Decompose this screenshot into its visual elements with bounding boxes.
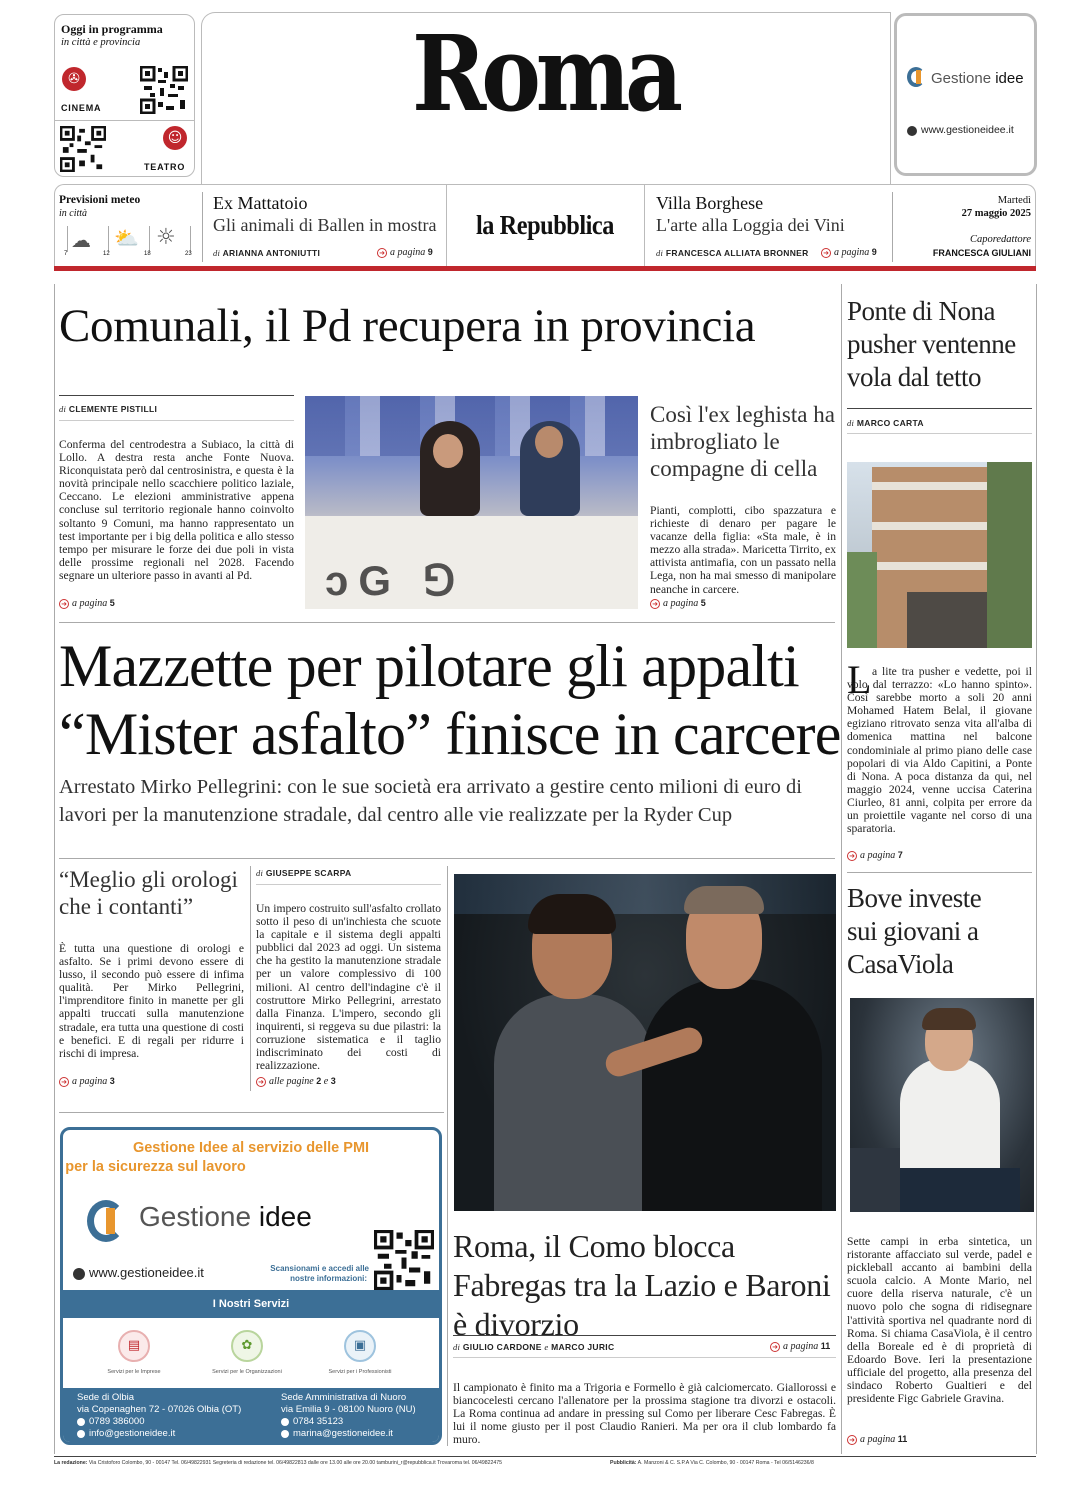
top-ad-brand [931,70,1024,87]
sport-by: di [453,1342,461,1352]
footer-right-label: Pubblicità: [610,1460,637,1466]
masthead-title: Roma [412,12,678,135]
bove-page-pre: a pagina [860,1434,896,1445]
right-column-divider [841,284,842,1454]
pusher-page-ref[interactable] [847,850,903,861]
cinema-qr-code[interactable] [140,66,188,114]
top-ad-box[interactable] [894,13,1037,176]
bove-page: 11 [897,1434,908,1444]
box1-page-ref[interactable] [377,247,433,258]
teatro-label[interactable]: TEATRO [144,162,186,172]
arrow-icon: ➜ [821,248,831,258]
lead-page-ref[interactable] [59,598,115,609]
sport-body: Il campionato è finito ma a Trigoria e Formello è già calciomercato. Giallorossi e biancocelesti cercano l'allenatore per la prossima stagione tra divorzi e ostacoli. La Roma continua ad andare in pressing sul Como per liberare Cesc Fabregas. È lui il nome giusto per il post Claudio Ranieri. Ma per ora il club lombardo fa muro. [453,1381,836,1447]
sport-author1: GIULIO CARDONE [462,1342,542,1352]
arrow-icon: ➜ [650,599,660,609]
scarpa-page: 2 [316,1076,322,1086]
meteo-tick [67,226,68,252]
cinema-label[interactable]: CINEMA [61,103,102,113]
gestione-idee-logo-mark [916,70,921,84]
box2-page-ref[interactable] [821,247,877,258]
services-organizzazioni-icon[interactable]: ✿ [231,1330,263,1362]
bottom-ad-brand-b: idee [258,1201,312,1232]
nuoro-tel[interactable]: 0784 35123 [293,1416,344,1427]
gestione-idee-logo-mark [106,1208,115,1234]
lead-page: 5 [109,598,115,608]
pusher-author: MARCO CARTA [856,418,924,428]
box2-author: FRANCESCA ALLIATA BRONNER [665,248,809,258]
meteo-temp: 12 [103,251,110,257]
editor-role: Caporedattore [969,234,1031,245]
footer-right [610,1460,1036,1466]
bottom-ad-brand-a: Gestione [139,1201,252,1232]
meteo-tick [149,226,150,252]
programma-title: Oggi in programma [61,22,163,36]
olbia-title: Sede di Olbia [77,1392,135,1403]
main-summary: Arrestato Mirko Pellegrini: con le sue società era arrivato a gestire cento milioni di euro di lavori per la manutenzione stradale, dal centro alle vie realizzate per la Ryder Cup [59,776,802,826]
box1-page-pre: a pagina [390,247,426,258]
bove-body: Sette campi in erba sintetica, un ristorante affacciato sul verde, padel e pickleball accanto ai bambini della scuola calcio. A Monte Mario, nel cuore della riserva naturale, c'è un nuovo polo che sogna di ridisegnare l'attività sportiva nel quadrante nord di Roma. Si chiama CasaViola, è il centro della Boreale ed è di proprietà di Edoardo Bove. Ieri la presentazione ufficiale del progetto, alla presenza del sindaco Roberto Gualtieri e del presidente Figc Gabriele Gravina. [847,1235,1032,1406]
pusher-rule [847,408,1032,409]
web-icon [907,126,917,136]
scarpa-page-pre: alle pagine [269,1076,314,1087]
leghista-page: 5 [700,598,706,608]
pusher-headline[interactable]: Ponte di Nona pusher ventenne vola dal tetto [847,296,1016,392]
bottom-ad-services-title: I Nostri Servizi [63,1290,439,1318]
mail-icon [77,1430,85,1438]
lead-rule [59,395,294,396]
scarpa-page-ref[interactable] [256,1076,336,1087]
sport-rule [453,1357,836,1358]
programma-divider [55,120,194,121]
sport-author2: MARCO JURIC [551,1342,615,1352]
footer-left-text: Via Cristoforo Colombo, 90 - 00147 Tel. 06/49822931 Segreteria di redazione tel. 06/49822813 dalle ore 13.00 alle ore 20.00 tamburini_r@repubblica.it Trovaroma tel. 06/49822475 [88,1460,503,1466]
issue-date: 27 maggio 2025 [961,208,1031,219]
services-professionisti-icon[interactable]: ▣ [344,1330,376,1362]
lead-rule [59,420,294,421]
orologi-body: È tutta una questione di orologi e asfalto. Se i primi devono essere di lusso, il secondo può essere di infima qualità. Per Mirko Pellegrini, l'imprenditore finito in manette per gli appalti truccati sulla manutenzione stradale, era tutta una questione di costi e benefici. E di regali per ridurre i rischi di impresa. [59,942,244,1060]
sport-page-ref[interactable] [770,1341,830,1352]
service-label[interactable]: Servizi per le Organizzazioni [212,1369,282,1375]
box2-title[interactable]: Villa Borghese [656,193,764,213]
bottom-ad-headline-1: Gestione Idee al servizio delle PMI [132,1140,370,1156]
editor-name: FRANCESCA GIULIANI [932,248,1031,258]
scarpa-by: di [256,868,264,878]
pusher-byline [847,418,924,428]
lead-photo: ɔG ⅁ [305,396,638,609]
footer-rule [54,1456,1036,1457]
service-label[interactable]: Servizi per le Imprese [107,1369,161,1375]
arrow-icon: ➜ [59,1077,69,1087]
olbia-addr: via Copenaghen 72 - 07026 Olbia (OT) [77,1404,242,1415]
page-border-right [1036,284,1037,1454]
orologi-page: 3 [109,1076,115,1086]
pusher-page: 7 [897,850,903,860]
top-ad-brand-b: idee [995,70,1024,87]
box2-page: 9 [871,247,877,257]
section-rule [847,872,1032,873]
lead-page-pre: a pagina [72,598,108,609]
orologi-page-ref[interactable] [59,1076,115,1087]
meteo-title: Previsioni meteo [59,194,141,206]
lead-body: Conferma del centrodestra a Subiaco, la città di Lollo. A destra resta anche Fonte Nuova. Riconquistata però dal centrosinistra, e questa è la novità principale nello scacchiere politico laziale, Ceccano. Le elezioni amministrative appena concluse sul territorio regionale hanno coinvolto soltanto 9 Comuni, ma hanno rappresentato un test importante per i big della politica e allo stesso tempo per misurare le forze dei due poli in vista delle prossime regionali nel 2028. Facendo segnare un ulteriore passo in avanti al Pd. [59,438,294,582]
nuoro-title: Sede Amministrativa di Nuoro [281,1392,407,1403]
leghista-page-pre: a pagina [663,598,699,609]
pusher-page-pre: a pagina [860,850,896,861]
mail-icon [281,1430,289,1438]
main-headline-1[interactable]: Mazzette per pilotare gli appalti [59,633,799,699]
leghista-headline[interactable]: Così l'ex leghista ha imbrogliato le compagne di cella [650,402,835,481]
orologi-headline[interactable]: “Meglio gli orologi che i contanti” [59,867,238,919]
leghista-body: Pianti, complotti, cibo spazzatura e richieste di denaro per pagare le vacanze della figlia: «Sta male, è in mezzo alla strada». Maricetta Tirrito, ex attivista antimafia, con un passato nella Lega, non ha mai smesso di manipolare neanche in carcere. [650,504,836,596]
scarpa-author: GIUSEPPE SCARPA [265,868,352,878]
box1-subtitle[interactable]: Gli animali di Ballen in mostra [213,215,437,235]
nuoro-addr: via Emilia 9 - 08100 Nuoro (NU) [281,1404,416,1415]
arrow-icon: ➜ [59,599,69,609]
meteo-temp: 18 [144,251,151,257]
box2-page-pre: a pagina [834,247,870,258]
footer-right-text: A. Manzoni & C. S.P.A Via C. Colombo, 90 - 00147 Roma - Tel 06/5146236/8 [637,1460,814,1466]
lead-by: di [59,404,67,414]
meteo-temp: 7 [64,251,68,257]
scarpa-rule [256,884,441,885]
arrow-icon: ➜ [770,1342,780,1352]
scarpa-body: Un impero costruito sull'asfalto crollato sotto il peso di un'inchiesta che scuote la capitale e il sistema degli appalti pubblici dal 2023 ad oggi. Un sistema che ha gestito la manutenzione stradale per un valore complessivo di 100 milioni. Al centro dell'indagine c'è il costruttore Mirko Pellegrini, arrestato dalla Finanza. L'impero, secondo gli inquirenti, si reggeva su due pilastri: la corruzione sistematica e il taglio indiscriminato dei costi di realizzazione. [256,902,441,1073]
programma-subtitle: in città e provincia [61,37,141,48]
meteo-tick [190,226,191,252]
box2-byline [656,248,809,258]
bottom-ad-site[interactable]: www.gestioneidee.it [89,1265,204,1280]
section-rule [59,858,835,859]
bottom-ad-brand [139,1201,312,1233]
bove-headline[interactable]: Bove investe sui giovani a CasaViola [847,883,982,979]
lead-byline [59,404,157,414]
web-icon [73,1268,85,1280]
footer-left-label: La redazione: [54,1460,88,1466]
box1-by: di [213,248,221,258]
rain-cloud-icon: ☁ [71,228,91,252]
olbia-tel[interactable]: 0789 386000 [89,1416,145,1427]
sport-headline[interactable]: Roma, il Como blocca Fabregas tra la Lazio e Baroni è divorzio [453,1228,831,1342]
box2-by: di [656,248,664,258]
sport-and: e [544,1342,549,1352]
top-ad-site[interactable]: www.gestioneidee.it [921,124,1014,136]
header-divider [202,192,203,262]
lead-headline[interactable]: Comunali, il Pd recupera in provincia [59,300,756,352]
cinema-icon[interactable]: ✇ [62,67,86,91]
sun-icon: ☼ [156,225,176,250]
sport-rule [453,1335,836,1336]
footer-left [54,1460,609,1466]
header-divider [892,192,893,262]
leghista-page-ref[interactable] [650,598,706,609]
repubblica-logo: la Repubblica [476,210,614,240]
pusher-rule [847,433,1032,434]
phone-icon [281,1418,289,1426]
page-border-left [54,284,55,1454]
header-divider [446,184,447,266]
lead-author: CLEMENTE PISTILLI [68,404,158,414]
olbia-mail[interactable]: info@gestioneidee.it [89,1428,176,1439]
arrow-icon: ➜ [256,1077,266,1087]
services-imprese-icon[interactable]: ▤ [118,1330,150,1362]
teatro-icon[interactable]: ☺ [163,126,187,150]
pusher-body: a lite tra pusher e vedette, poi il volo dal terrazzo: «Lo hanno spinto». Così sarebbe morto a soli 20 anni Mohamed Hatem Belal, il giovane egiziano ritrovato senza vita all'alba di domenica mattina nel balcone condominiale al primo piano delle case popolari di via Aldo Capitini, a Ponte di Nona. A poca distanza da qui, nel maggio 2024, venne uccisa Caterina Ciurleo, 81 anni, colpita per errore da un proiettile vagante nel corso di una sparatoria. [847,665,1032,836]
box1-byline [213,248,320,258]
bottom-ad[interactable] [60,1127,442,1445]
pusher-dropcap: L [847,657,872,702]
sport-byline [453,1342,614,1352]
nuoro-mail[interactable]: marina@gestioneidee.it [293,1428,393,1439]
box1-page: 9 [427,247,433,257]
arrow-icon: ➜ [377,248,387,258]
scarpa-page2: 3 [330,1076,336,1086]
issue-day: Martedì [997,195,1031,206]
programma-box [54,14,195,177]
header-divider [644,184,645,266]
partly-cloudy-icon: ⛅ [114,226,139,250]
meteo-tick [108,226,109,252]
box2-subtitle[interactable]: L'arte alla Loggia dei Vini [656,215,845,235]
box1-author: ARIANNA ANTONIUTTI [222,248,321,258]
bove-page-ref[interactable] [847,1434,907,1445]
meteo-subtitle: in città [59,208,88,219]
orologi-page-pre: a pagina [72,1076,108,1087]
section-rule [59,1112,444,1113]
column-divider [447,866,448,1446]
main-headline-2[interactable]: “Mister asfalto” finisce in carcere [59,701,841,767]
bottom-ad-scan-1: Scansionami e accedi alle [270,1264,369,1273]
arrow-icon: ➜ [847,851,857,861]
bottom-ad-scan-2: nostre informazioni: [290,1274,367,1283]
scarpa-byline [256,868,351,878]
box1-title[interactable]: Ex Mattatoio [213,193,308,213]
bottom-ad-headline-2: per la sicurezza sul lavoro [65,1159,246,1175]
bottom-ad-qr-code[interactable] [374,1230,434,1290]
pusher-photo [847,462,1032,648]
sport-photo [454,874,836,1211]
sport-page-pre: a pagina [783,1341,819,1352]
column-divider [250,866,251,1091]
scarpa-page-and: e [323,1076,329,1087]
section-rule [59,622,835,623]
pusher-by: di [847,418,855,428]
top-ad-brand-a: Gestione [931,70,992,87]
phone-icon [77,1418,85,1426]
sport-page: 11 [820,1341,831,1351]
meteo-temp: 23 [185,251,192,257]
header-red-rule [54,266,1036,271]
bove-photo [850,998,1034,1212]
service-label[interactable]: Servizi per i Professionisti [328,1369,392,1375]
teatro-qr-code[interactable] [60,126,106,172]
arrow-icon: ➜ [847,1435,857,1445]
